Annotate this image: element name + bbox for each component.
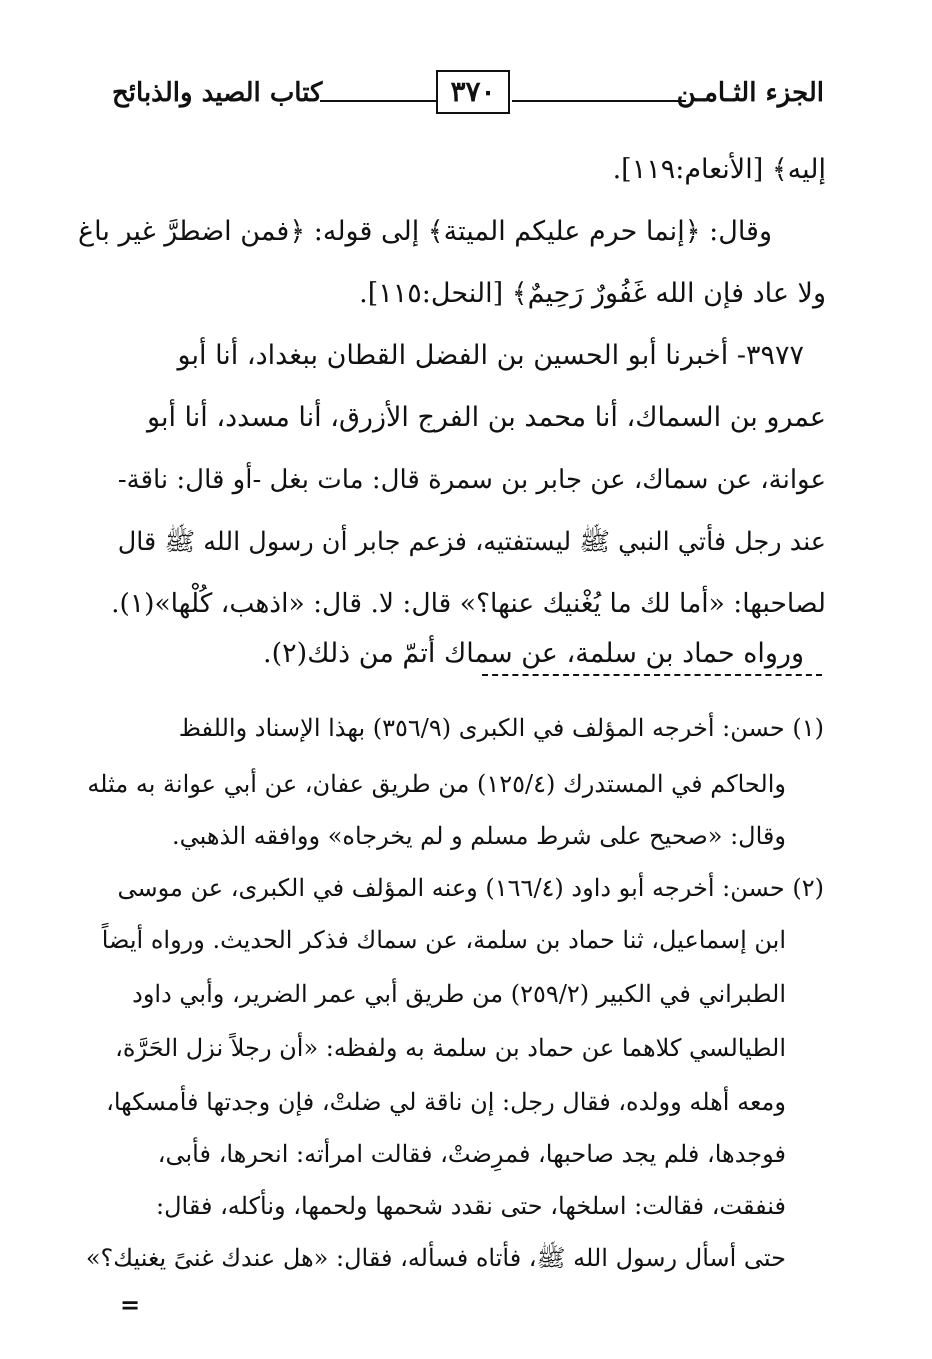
text-line: عوانة، عن سماك، عن جابر بن سمرة قال: مات بغل -أو قال: ناقة-	[117, 465, 826, 495]
footnote-line: ابن إسماعيل، ثنا حماد بن سلمة، عن سماك فذكر الحديث. ورواه أيضاً	[101, 926, 786, 954]
footnote-line: (٢) حسن: أخرجه أبو داود (١٦٦/٤) وعنه المؤلف في الكبرى، عن موسى	[117, 874, 824, 902]
footnote-line: ومعه أهله وولده، فقال رجل: إن ناقة لي ضلتْ، فإن وجدتها فأمسكها،	[106, 1088, 786, 1116]
page-header	[112, 66, 824, 118]
part-title: الجزء الثـامـن	[676, 78, 824, 108]
book-title: كتاب الصيد والذبائح	[112, 78, 323, 108]
text-line: إليه﴾ [الأنعام:١١٩].	[612, 154, 826, 185]
header-rule-right	[512, 100, 686, 102]
text-line: عمرو بن السماك، أنا محمد بن الفرج الأزرق، أنا مسدد، أنا أبو	[147, 402, 826, 433]
header-rule-left	[320, 100, 436, 102]
text-line: وقال: ﴿إنما حرم عليكم الميتة﴾ إلى قوله: ﴿فمن اضطرَّ غير باغ	[78, 216, 772, 247]
footnote-separator	[482, 674, 822, 676]
text-line: ولا عاد فإن الله غَفُورٌ رَحِيمٌ﴾ [النحل:١١٥].	[359, 278, 826, 309]
text-line: عند رجل فأتي النبي ﷺ ليستفتيه، فزعم جابر أن رسول الله ﷺ قال	[117, 527, 826, 557]
footnote-line: الطبراني في الكبير (٢٥٩/٢) من طريق أبي عمر الضرير، وأبي داود	[132, 980, 786, 1008]
footnote-line: فنفقت، فقالت: اسلخها، حتى نقدد شحمها ولحمها، ونأكله، فقال:	[155, 1192, 786, 1220]
footnote-line: والحاكم في المستدرك (١٢٥/٤) من طريق عفان، عن أبي عوانة به مثله	[87, 770, 786, 798]
page-number: ٣٧٠	[436, 70, 510, 114]
footnote-line: حتى أسأل رسول الله ﷺ، فأتاه فسأله، فقال: «هل عندك غنىً يغنيك؟»	[85, 1244, 786, 1272]
text-line: لصاحبها: «أما لك ما يُغْنيك عنها؟» قال: لا. قال: «اذهب، كُلْها»(١).	[111, 588, 826, 619]
footnote-line: وقال: «صحيح على شرط مسلم و لم يخرجاه» ووافقه الذهبي.	[172, 822, 786, 850]
footnote-line: الطيالسي كلاهما عن حماد بن سلمة به ولفظه: «أن رجلاً نزل الحَرَّة،	[115, 1034, 786, 1062]
footnote-line: فوجدها، فلم يجد صاحبها، فمرِضتْ، فقالت امرأته: انحرها، فأبى،	[157, 1140, 786, 1168]
text-line: ورواه حماد بن سلمة، عن سماك أتمّ من ذلك(٢).	[263, 638, 804, 669]
hadith-number-line: ٣٩٧٧- أخبرنا أبو الحسين بن الفضل القطان ببغداد، أنا أبو	[177, 340, 804, 371]
continuation-mark: =	[120, 1290, 141, 1319]
footnote-line: (١) حسن: أخرجه المؤلف في الكبرى (٣٥٦/٩) بهذا الإسناد واللفظ	[178, 714, 824, 742]
